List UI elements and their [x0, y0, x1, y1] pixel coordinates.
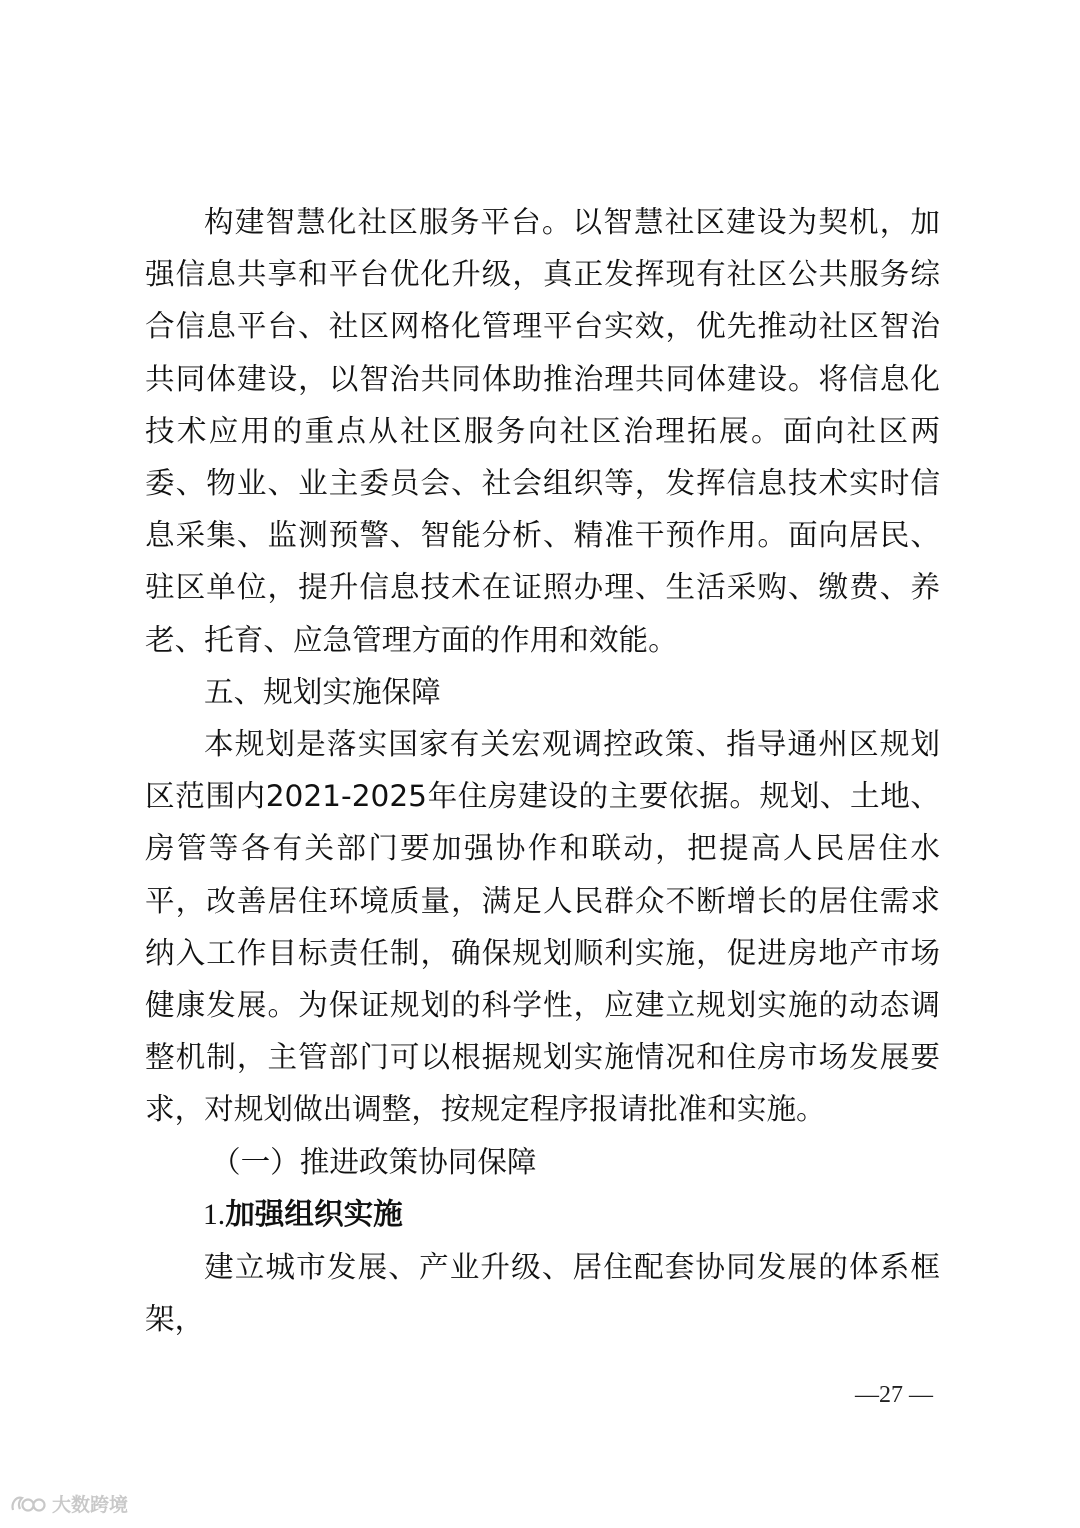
item-number: 1. [203, 1198, 226, 1231]
paragraph-plan-implementation: 本规划是落实国家有关宏观调控政策、指导通州区规划区范围内2021-2025年住房建设的主要依据。规划、土地、房管等各有关部门要加强协作和联动，把提高人民居住水平，改善居住环境质量，满足人民群众不断增长的居住需求纳入工作目标责任制，确保规划顺利实施，促进房地产市场健康发展。为保证规划的科学性，应建立规划实施的动态调整机制，主管部门可以根据规划实施情况和住房市场发展要求，对规划做出调整，按规定程序报请批准和实施。 [145, 727, 940, 1127]
subsection-heading: （一）推进政策协同保障 [211, 1144, 537, 1179]
section-heading: 五、规划实施保障 [204, 674, 441, 709]
watermark [10, 1490, 128, 1517]
paragraph-smart-community: 构建智慧化社区服务平台。以智慧社区建设为契机，加强信息共享和平台优化升级，真正发挥现有社区公共服务综合信息平台、社区网格化管理平台实效，优先推动社区智治共同体建设，以智治共同体助推治理共同体建设。将信息化技术应用的重点从社区服务向社区治理拓展。面向社区两委、物业、业主委员会、社会组织等，发挥信息技术实时信息采集、监测预警、智能分析、精准干预作用。面向居民、驻区单位，提升信息技术在证照办理、生活采购、缴费、养老、托育、应急管理方面的作用和效能。 [145, 205, 940, 657]
watermark-text: 大数跨境 [52, 1494, 129, 1516]
paragraph-framework: 建立城市发展、产业升级、居住配套协同发展的体系框架， [145, 1250, 940, 1337]
document-body [145, 196, 940, 1345]
page-number: —27 — [855, 1382, 933, 1408]
item-title: 加强组织实施 [225, 1196, 403, 1231]
logo-icon [10, 1493, 46, 1515]
item-heading [145, 1188, 940, 1241]
